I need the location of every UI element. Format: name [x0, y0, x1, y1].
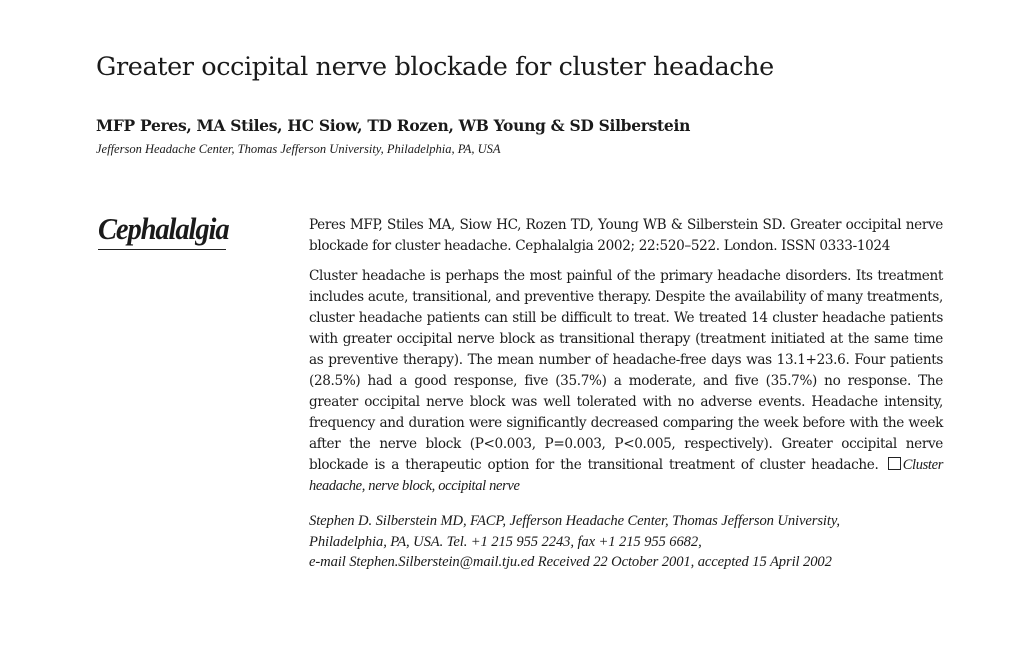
keywords-square-icon: [888, 457, 901, 470]
correspondence-line-3: e-mail Stephen.Silberstein@mail.tju.ed Received 22 October 2001, accepted 15 April 2002: [309, 554, 832, 570]
abstract-paragraph: [309, 266, 943, 497]
paper-title: Greater occipital nerve blockade for cluster headache: [96, 52, 774, 82]
correspondence-line-1: Stephen D. Silberstein MD, FACP, Jefferson Headache Center, Thomas Jefferson University,: [309, 513, 840, 529]
journal-logo: [98, 212, 230, 258]
correspondence-block: [309, 511, 943, 573]
abstract-text: Cluster headache is perhaps the most painful of the primary headache disorders. Its treatment includes acute, transitional, and preventive therapy. Despite the availability of many treatments, cluster headache patients can still be difficult to treat. We treated 14 cluster headache patients with greater occipital nerve block as transitional therapy (treatment initiated at the same time as preventive therapy). The mean number of headache-free days was 13.1+23.6. Four patients (28.5%) had a good response, five (35.7%) a moderate, and five (35.7%) no response. The greater occipital nerve block was well tolerated with no adverse events. Headache intensity, frequency and duration were significantly decreased comparing the week before with the week after the nerve block (P<0.003, P=0.003, P<0.005, respectively). Greater occipital nerve blockade is a therapeutic option for the transitional treatment of cluster headache.: [309, 268, 943, 473]
author-list: MFP Peres, MA Stiles, HC Siow, TD Rozen, WB Young & SD Silberstein: [96, 116, 691, 135]
correspondence-line-2: Philadelphia, PA, USA. Tel. +1 215 955 2243, fax +1 215 955 6682,: [309, 533, 702, 550]
affiliation: Jefferson Headache Center, Thomas Jefferson University, Philadelphia, PA, USA: [96, 142, 501, 156]
keywords: Cluster headache, nerve block, occipital nerve: [309, 457, 943, 494]
abstract-column: [309, 215, 943, 573]
citation: Peres MFP, Stiles MA, Siow HC, Rozen TD, Young WB & Silberstein SD. Greater occipital nerve blockade for cluster headache. Cephalalgia 2002; 22:520–522. London. ISSN 0333-1024: [309, 217, 943, 254]
logo-underline: [98, 249, 226, 251]
journal-logo-text: Cephalalgia: [98, 211, 229, 246]
